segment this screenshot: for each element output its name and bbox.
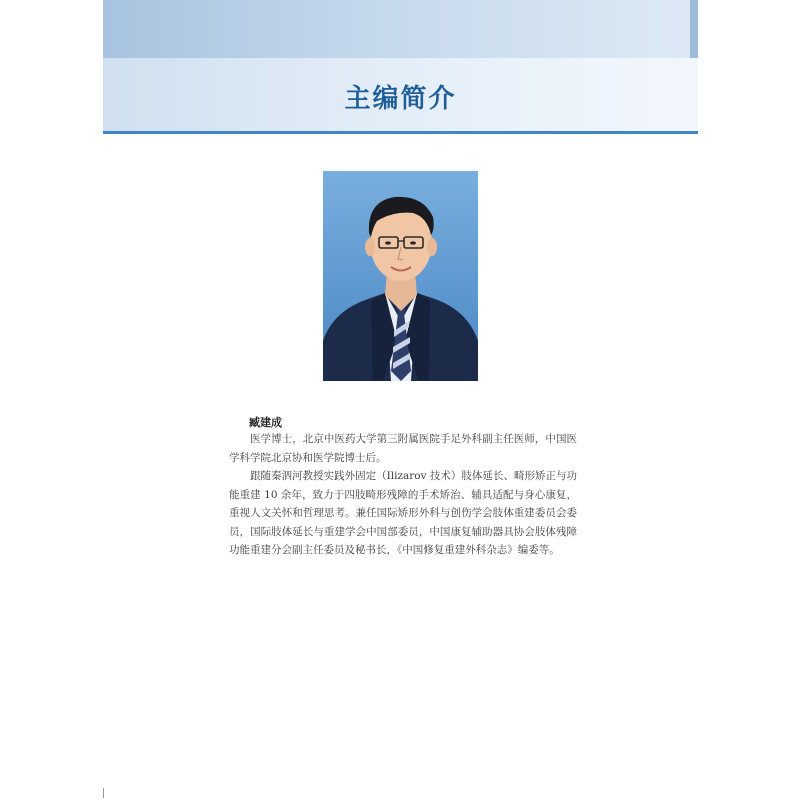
header-band-top bbox=[103, 0, 690, 58]
page-title: 主编简介 bbox=[344, 84, 457, 114]
page-margin-mark bbox=[103, 788, 104, 798]
header-band-edge bbox=[690, 0, 698, 58]
bio-paragraph: 医学博士，北京中医药大学第三附属医院手足外科副主任医师，中国医学科学院北京协和医学院博士后。 bbox=[229, 433, 577, 464]
portrait-photo bbox=[323, 171, 478, 381]
header-divider-line bbox=[103, 131, 698, 134]
bio-paragraph: 跟随秦泗河教授实践外固定（Ilizarov 技术）肢体延长、畸形矫正与功能重建 10 余年，致力于四肢畸形残障的手术矫治、辅具适配与身心康复，重视人文关怀和哲理思考。兼任国际矫形外科与创伤学会肢体重建委员会委员，国际肢体延长与重建学会中国部委员，中国康复辅助器具协会肢体残障功能重建分会副主任委员及秘书长，《中国修复重建外科杂志》编委等。 bbox=[229, 470, 577, 556]
author-name: 臧建成 bbox=[249, 416, 282, 429]
author-bio bbox=[229, 430, 577, 560]
